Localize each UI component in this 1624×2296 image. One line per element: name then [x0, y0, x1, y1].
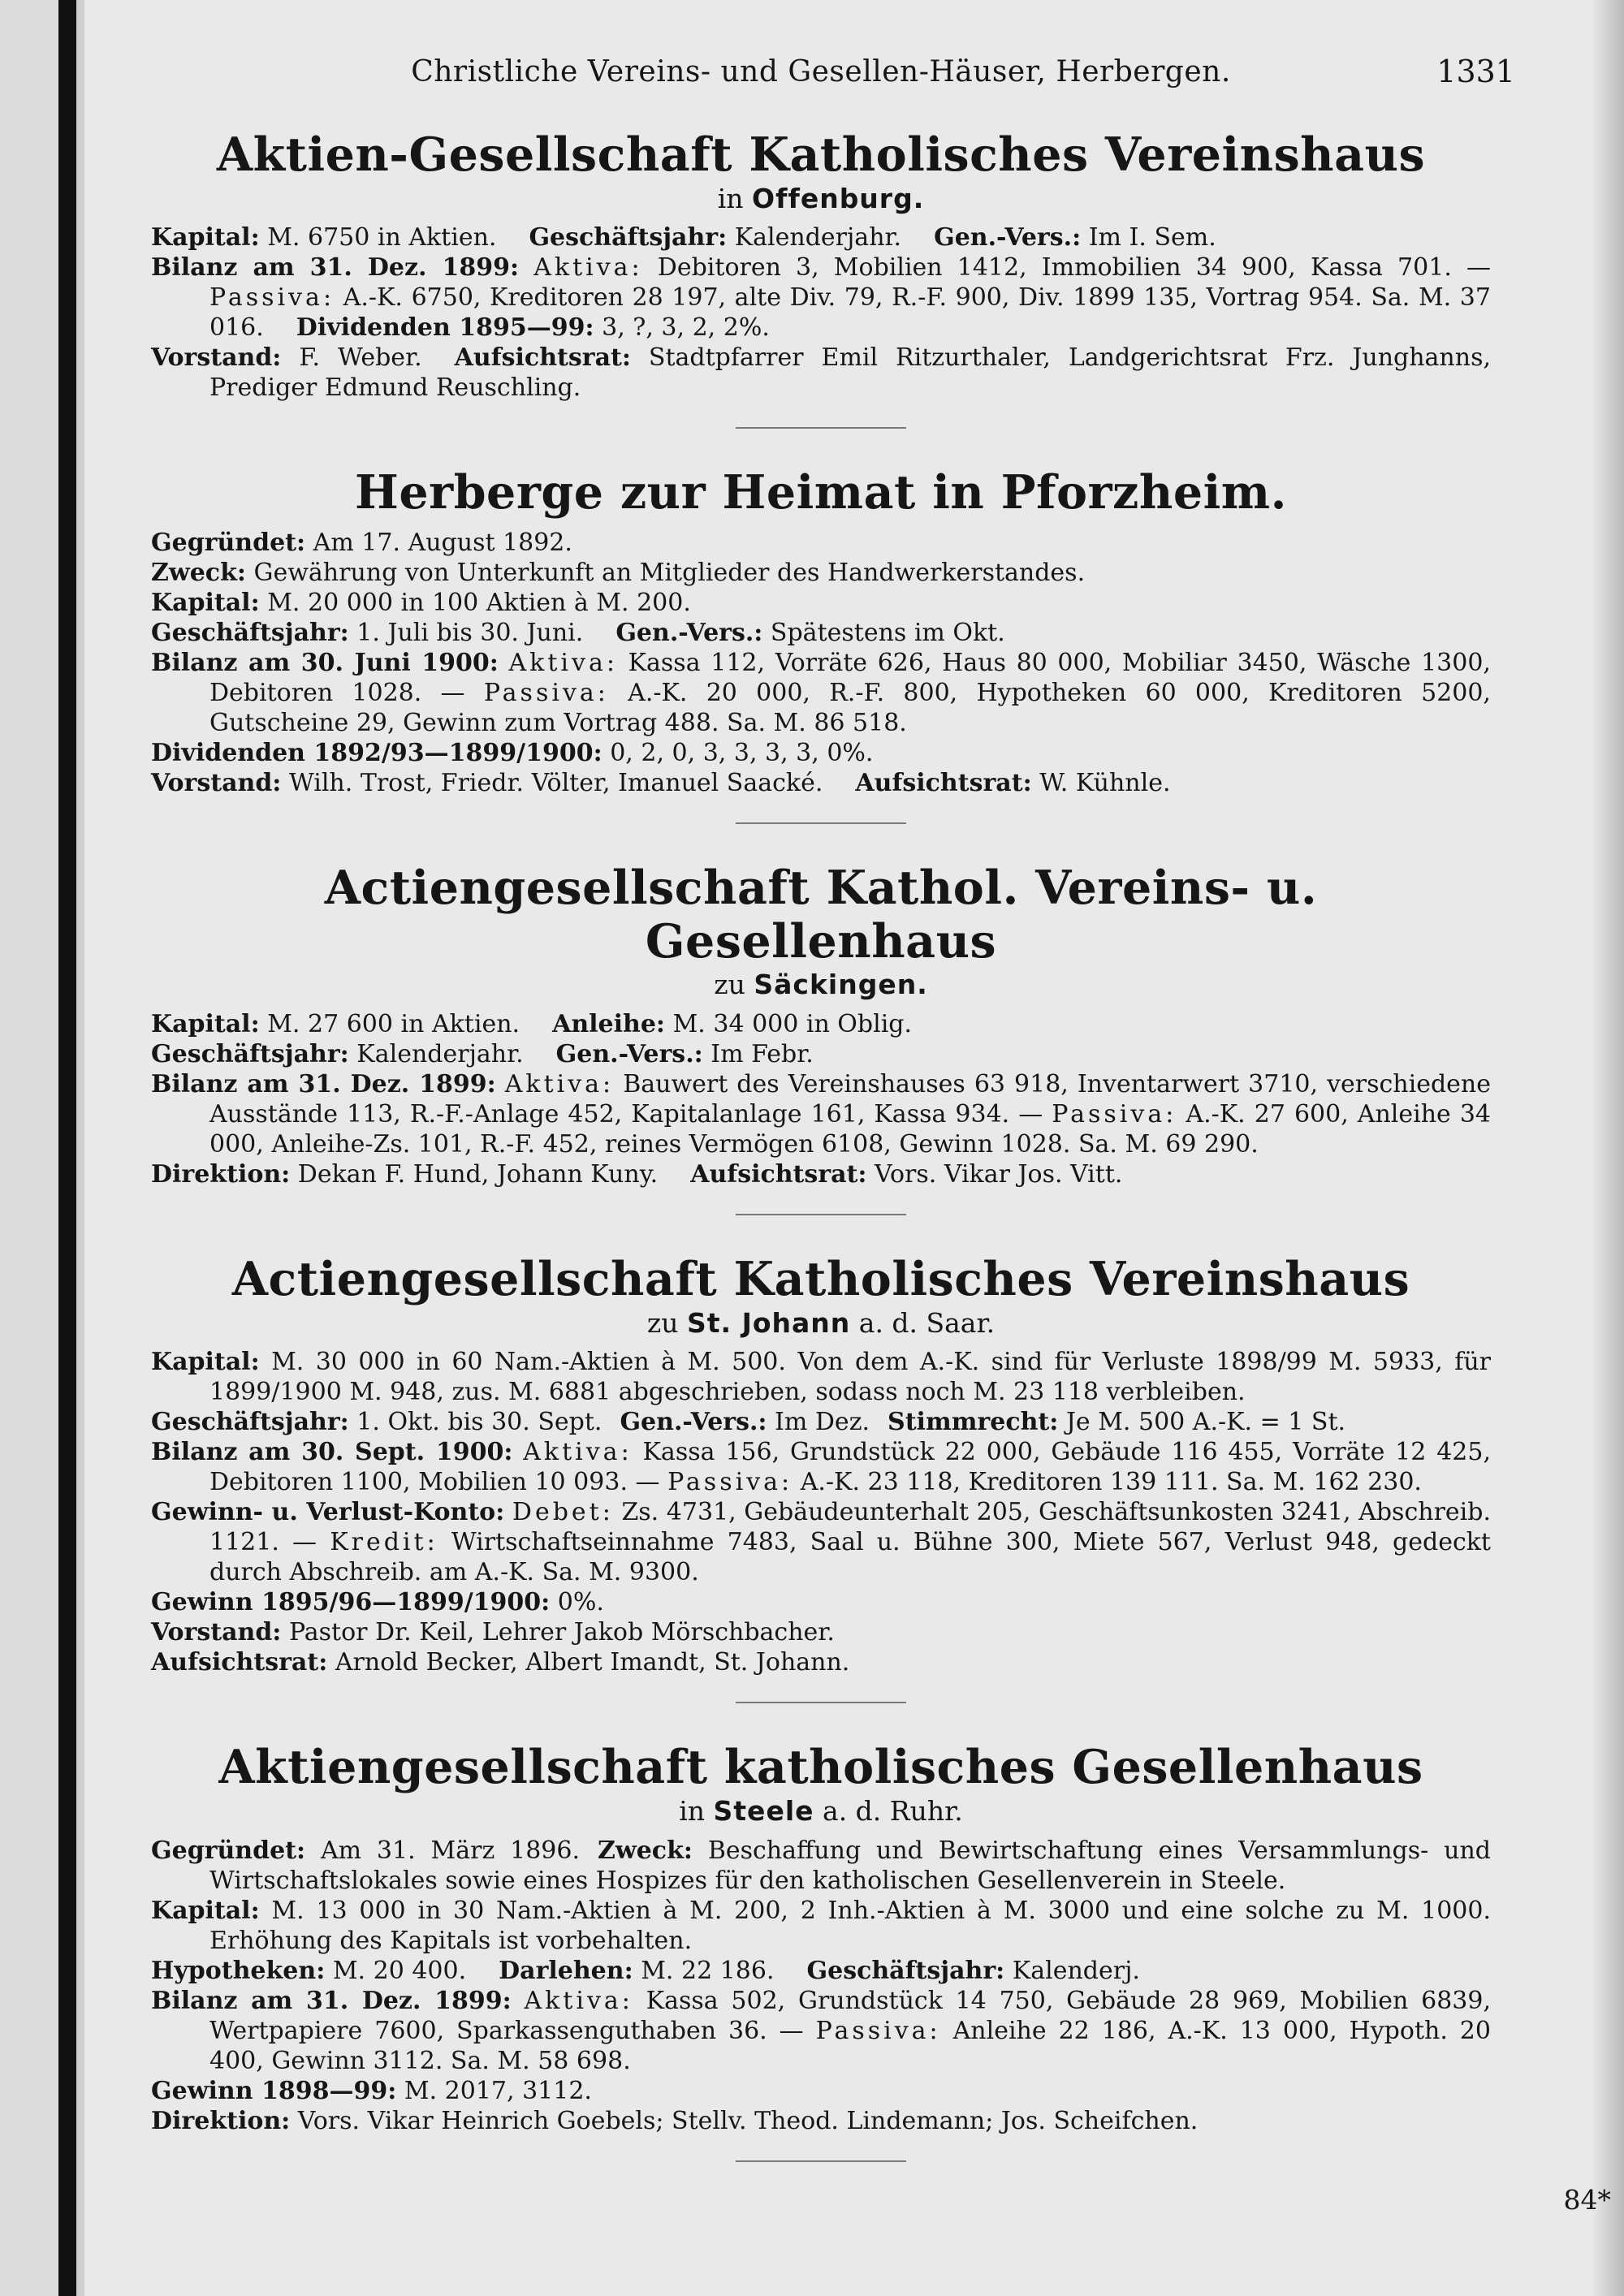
- company-entry-saeckingen: [151, 861, 1491, 1215]
- book-gutter: [76, 0, 84, 2296]
- document-page: [151, 47, 1515, 2162]
- running-title: Christliche Vereins- und Gesellen-Häuser, Herbergen.: [411, 55, 1231, 88]
- entry-founded: Gegründet: Am 17. August 1892.: [151, 528, 572, 557]
- entry-management: Direktion: Vors. Vikar Heinrich Goebels; Stellv. Theod. Lindemann; Jos. Scheifchen.: [151, 2106, 1199, 2135]
- book-spine-shadow: [58, 0, 76, 2296]
- entry-balance: Bilanz am 31. Dez. 1899: Aktiva: Debitoren 3, Mobilien 1412, Immobilien 34 900, Kassa 701. — Passiva: A.-K. 6750, Kreditoren 28 197, alte Div. 79, R.-F. 900, Div. 1899 135, Vortrag 954. Sa. M. 37 016. Dividenden 1895—99: 3, ?, 3, 2, 2%.: [151, 253, 1491, 343]
- entry-capital: Kapital: M. 30 000 in 60 Nam.-Aktien à M. 500. Von dem A.-K. sind für Verluste 1898/99 M. 5933, für 1899/1900 M. 948, zus. M. 6881 abgeschrieben, sodass noch M. 23 118 verbleiben.: [151, 1348, 1491, 1407]
- company-title: Herberge zur Heimat in Pforzheim.: [355, 465, 1287, 520]
- sheet-signature: 84*: [1563, 2184, 1611, 2216]
- company-city: Offenburg.: [752, 182, 925, 214]
- running-header: [151, 47, 1515, 96]
- company-location: zu Säckingen.: [714, 969, 928, 1001]
- section-divider: [736, 822, 906, 824]
- page-number: 1331: [1436, 54, 1515, 89]
- company-title: Aktiengesellschaft katholisches Gesellenhaus: [218, 1740, 1423, 1795]
- entry-profit: Gewinn 1898—99: M. 2017, 3112.: [151, 2076, 592, 2105]
- section-divider: [736, 1702, 906, 1703]
- entry-purpose: Zweck: Gewährung von Unterkunft an Mitglieder des Handwerkerstandes.: [151, 558, 1086, 587]
- company-location: in Steele a. d. Ruhr.: [679, 1794, 963, 1827]
- company-city: St. Johann: [687, 1306, 851, 1339]
- entry-board: Vorstand: Pastor Dr. Keil, Lehrer Jakob Mörschbacher.: [151, 1618, 835, 1647]
- section-divider: [736, 2160, 906, 2162]
- entry-board: Vorstand: Wilh. Trost, Friedr. Völter, Imanuel Saacké. Aufsichtsrat: W. Kühnle.: [151, 768, 1171, 797]
- entry-fiscal-year: Geschäftsjahr: 1. Juli bis 30. Juni. Gen.-Vers.: Spätestens im Okt.: [151, 618, 1005, 647]
- company-location: in Offenburg.: [717, 182, 925, 214]
- entry-balance: Bilanz am 30. Juni 1900: Aktiva: Kassa 112, Vorräte 626, Haus 80 000, Mobiliar 3450, Wäsche 1300, Debitoren 1028. — Passiva: A.-K. 20 000, R.-F. 800, Hypotheken 60 000, Kreditoren 5200, Gutscheine 29, Gewinn zum Vortrag 488. Sa. M. 86 518.: [151, 648, 1491, 737]
- entry-supervisory-board: Aufsichtsrat: Arnold Becker, Albert Imandt, St. Johann.: [151, 1648, 850, 1677]
- entry-profit: Gewinn 1895/96—1899/1900: 0%.: [151, 1588, 604, 1617]
- entry-management: Direktion: Dekan F. Hund, Johann Kuny. Aufsichtsrat: Vors. Vikar Jos. Vitt.: [151, 1159, 1123, 1189]
- company-city: Säckingen.: [754, 969, 928, 1001]
- company-title: Actiengesellschaft Katholisches Vereinshaus: [231, 1251, 1410, 1306]
- page-left-margin: [0, 0, 58, 2296]
- entry-capital: Kapital: M. 13 000 in 30 Nam.-Aktien à M. 200, 2 Inh.-Aktien à M. 3000 und eine solche zu M. 1000. Erhöhung des Kapitals ist vorbehalten.: [151, 1896, 1492, 1955]
- entry-capital: Kapital: M. 27 600 in Aktien. Anleihe: M. 34 000 in Oblig.: [151, 1009, 913, 1038]
- company-location: zu St. Johann a. d. Saar.: [646, 1306, 996, 1339]
- section-divider: [736, 1214, 906, 1215]
- entry-balance: Bilanz am 30. Sept. 1900: Aktiva: Kassa 156, Grundstück 22 000, Gebäude 116 455, Vorräte 12 425, Debitoren 1100, Mobilien 10 093. — Passiva: A.-K. 23 118, Kreditoren 139 111. Sa. M. 162 230.: [151, 1438, 1491, 1497]
- entry-capital: Kapital: M. 20 000 in 100 Aktien à M. 200.: [151, 588, 691, 617]
- company-title: Aktien-Gesellschaft Katholisches Vereinshaus: [216, 127, 1426, 182]
- page-right-edge-shadow: [1592, 0, 1624, 2296]
- entry-mortgages: Hypotheken: M. 20 400. Darlehen: M. 22 186. Geschäftsjahr: Kalenderj.: [151, 1956, 1140, 1985]
- company-entry-st-johann: [151, 1253, 1491, 1703]
- entry-fiscal-year: Geschäftsjahr: Kalenderjahr. Gen.-Vers.: Im Febr.: [151, 1039, 814, 1068]
- company-entry-offenburg: [151, 128, 1491, 429]
- entry-capital: Kapital: M. 6750 in Aktien. Geschäftsjahr: Kalenderjahr. Gen.-Vers.: Im I. Sem.: [151, 223, 1216, 252]
- entry-board: Vorstand: F. Weber. Aufsichtsrat: Stadtpfarrer Emil Ritzurthaler, Landgerichtsrat Frz. Junghanns, Prediger Edmund Reuschling.: [151, 343, 1491, 403]
- company-entry-pforzheim: [151, 466, 1491, 824]
- company-entry-steele: [151, 1741, 1491, 2161]
- section-divider: [736, 427, 906, 429]
- entry-balance: Bilanz am 31. Dez. 1899: Aktiva: Kassa 502, Grundstück 14 750, Gebäude 28 969, Mobilien 6839, Wertpapiere 7600, Sparkassenguthaben 36. — Passiva: Anleihe 22 186, A.-K. 13 000, Hypoth. 20 400, Gewinn 3112. Sa. M. 58 698.: [151, 1986, 1492, 2075]
- company-title: Actiengesellschaft Kathol. Vereins- u. Gesellenhaus: [324, 860, 1318, 969]
- entry-fiscal-year: Geschäftsjahr: 1. Okt. bis 30. Sept. Gen.-Vers.: Im Dez. Stimmrecht: Je M. 500 A.-K. = 1 St.: [151, 1408, 1346, 1437]
- entry-balance: Bilanz am 31. Dez. 1899: Aktiva: Bauwert des Vereinshauses 63 918, Inventarwert 3710, verschiedene Ausstände 113, R.-F.-Anlage 452, Kapitalanlage 161, Kassa 934. — Passiva: A.-K. 27 600, Anleihe 34 000, Anleihe-Zs. 101, R.-F. 452, reines Vermögen 6108, Gewinn 1028. Sa. M. 69 290.: [151, 1069, 1492, 1159]
- entry-founded: Gegründet: Am 31. März 1896. Zweck: Beschaffung und Bewirtschaftung eines Versammlungs- und Wirtschaftslokales sowie eines Hospizes für den katholischen Gesellenverein in Steele.: [151, 1836, 1491, 1895]
- company-city: Steele: [713, 1794, 814, 1827]
- entry-profit-loss: Gewinn- u. Verlust-Konto: Debet: Zs. 4731, Gebäudeunterhalt 205, Geschäftsunkosten 3241, Abschreib. 1121. — Kredit: Wirtschaftseinnahme 7483, Saal u. Bühne 300, Miete 567, Verlust 948, gedeckt durch Abschreib. am A.-K. Sa. M. 9300.: [151, 1498, 1492, 1587]
- entry-dividends: Dividenden 1892/93—1899/1900: 0, 2, 0, 3, 3, 3, 3, 0%.: [151, 738, 874, 767]
